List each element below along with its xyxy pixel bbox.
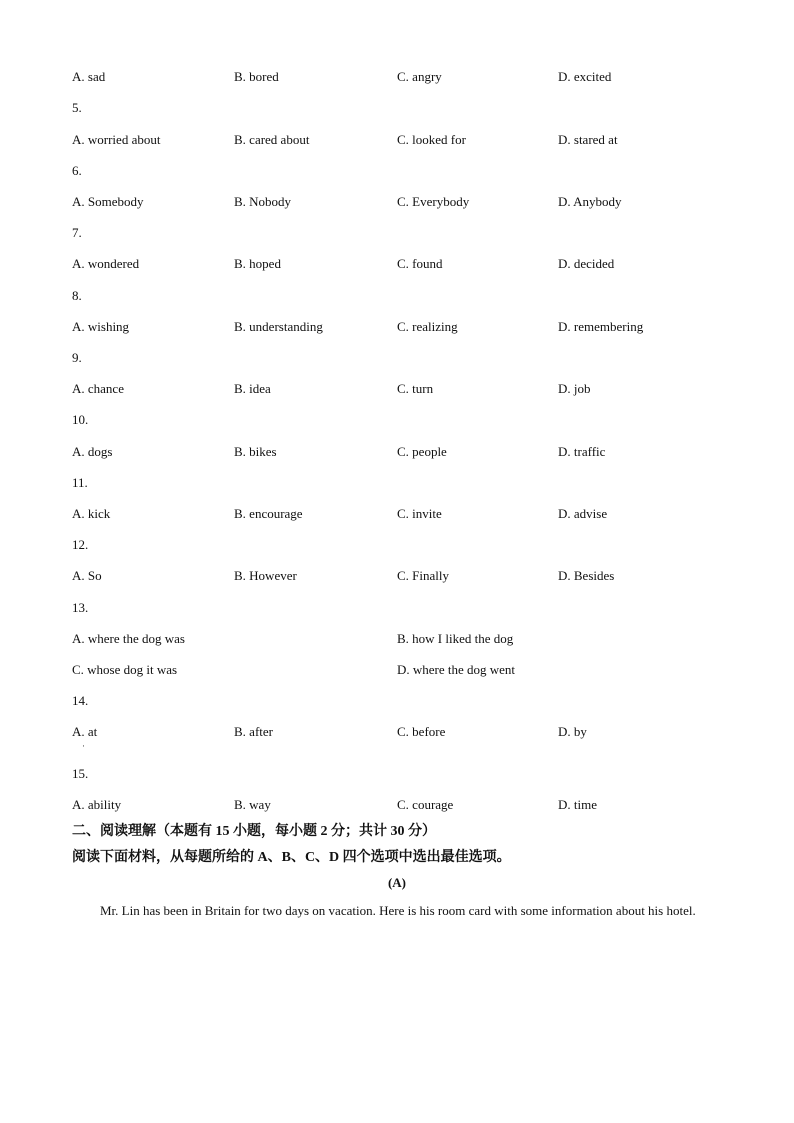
answer-option: A. at xyxy=(72,724,98,739)
answer-option: D. advise xyxy=(558,506,608,521)
answer-option: C. turn xyxy=(397,381,434,396)
stray-dot: · xyxy=(82,741,85,751)
answer-option: C. invite xyxy=(397,506,442,521)
answer-option: D. Anybody xyxy=(558,194,622,209)
answer-option: B. how I liked the dog xyxy=(397,631,514,646)
answer-option: A. dogs xyxy=(72,444,113,459)
answer-option: A. chance xyxy=(72,381,124,396)
answer-option: A. So xyxy=(72,568,102,583)
answer-option: B. hoped xyxy=(234,256,281,271)
question-number: 14. xyxy=(72,693,89,708)
answer-option: A. ability xyxy=(72,797,122,812)
answer-option: C. realizing xyxy=(397,319,458,334)
question-number: 6. xyxy=(72,163,82,178)
answer-option: B. encourage xyxy=(234,506,303,521)
question-number: 7. xyxy=(72,225,82,240)
passage-paragraph xyxy=(72,895,722,926)
answer-option: C. courage xyxy=(397,797,454,812)
answer-option: B. However xyxy=(234,568,297,583)
question-number: 11. xyxy=(72,475,88,490)
section-instruction: 阅读下面材料，从每题所给的 A、B、C、D 四个选项中选出最佳选项。 xyxy=(72,850,511,865)
question-number: 8. xyxy=(72,288,82,303)
answer-option: D. decided xyxy=(558,256,615,271)
question-number: 15. xyxy=(72,766,89,781)
answer-option: B. cared about xyxy=(234,132,310,147)
question-number: 13. xyxy=(72,600,89,615)
answer-option: D. traffic xyxy=(558,444,606,459)
answer-option: A. sad xyxy=(72,69,106,84)
answer-option: D. stared at xyxy=(558,132,618,147)
answer-option: B. bored xyxy=(234,69,279,84)
answer-option: D. time xyxy=(558,797,597,812)
question-number: 10. xyxy=(72,412,89,427)
answer-option: D. job xyxy=(558,381,591,396)
section-title: 二、阅读理解（本题有 15 小题，每小题 2 分；共计 30 分） xyxy=(72,824,436,839)
answer-option: C. Everybody xyxy=(397,194,470,209)
answer-option: D. remembering xyxy=(558,319,644,334)
answer-option: B. after xyxy=(234,724,273,739)
answer-option: B. understanding xyxy=(234,319,323,334)
answer-option: C. before xyxy=(397,724,446,739)
question-number: 12. xyxy=(72,537,89,552)
answer-option: A. Somebody xyxy=(72,194,144,209)
answer-option: B. bikes xyxy=(234,444,277,459)
answer-option: A. wondered xyxy=(72,256,140,271)
answer-option: C. looked for xyxy=(397,132,466,147)
answer-option: D. by xyxy=(558,724,587,739)
passage-label: (A) xyxy=(387,875,407,890)
answer-option: D. where the dog went xyxy=(397,662,516,677)
answer-option: A. kick xyxy=(72,506,111,521)
answer-option: B. Nobody xyxy=(234,194,292,209)
passage-text: Mr. Lin has been in Britain for two days on vacation. Here is his room card with some information about his hotel. xyxy=(100,903,696,918)
answer-option: A. wishing xyxy=(72,319,130,334)
answer-option: C. Finally xyxy=(397,568,450,583)
answer-option: C. found xyxy=(397,256,443,271)
answer-option: D. excited xyxy=(558,69,612,84)
answer-option: B. idea xyxy=(234,381,271,396)
answer-option: B. way xyxy=(234,797,271,812)
answer-option: A. worried about xyxy=(72,132,161,147)
answer-option: D. Besides xyxy=(558,568,615,583)
question-number: 9. xyxy=(72,350,82,365)
question-number: 5. xyxy=(72,100,82,115)
answer-option: C. people xyxy=(397,444,447,459)
answer-option: C. angry xyxy=(397,69,442,84)
answer-option: A. where the dog was xyxy=(72,631,185,646)
answer-option: C. whose dog it was xyxy=(72,662,178,677)
